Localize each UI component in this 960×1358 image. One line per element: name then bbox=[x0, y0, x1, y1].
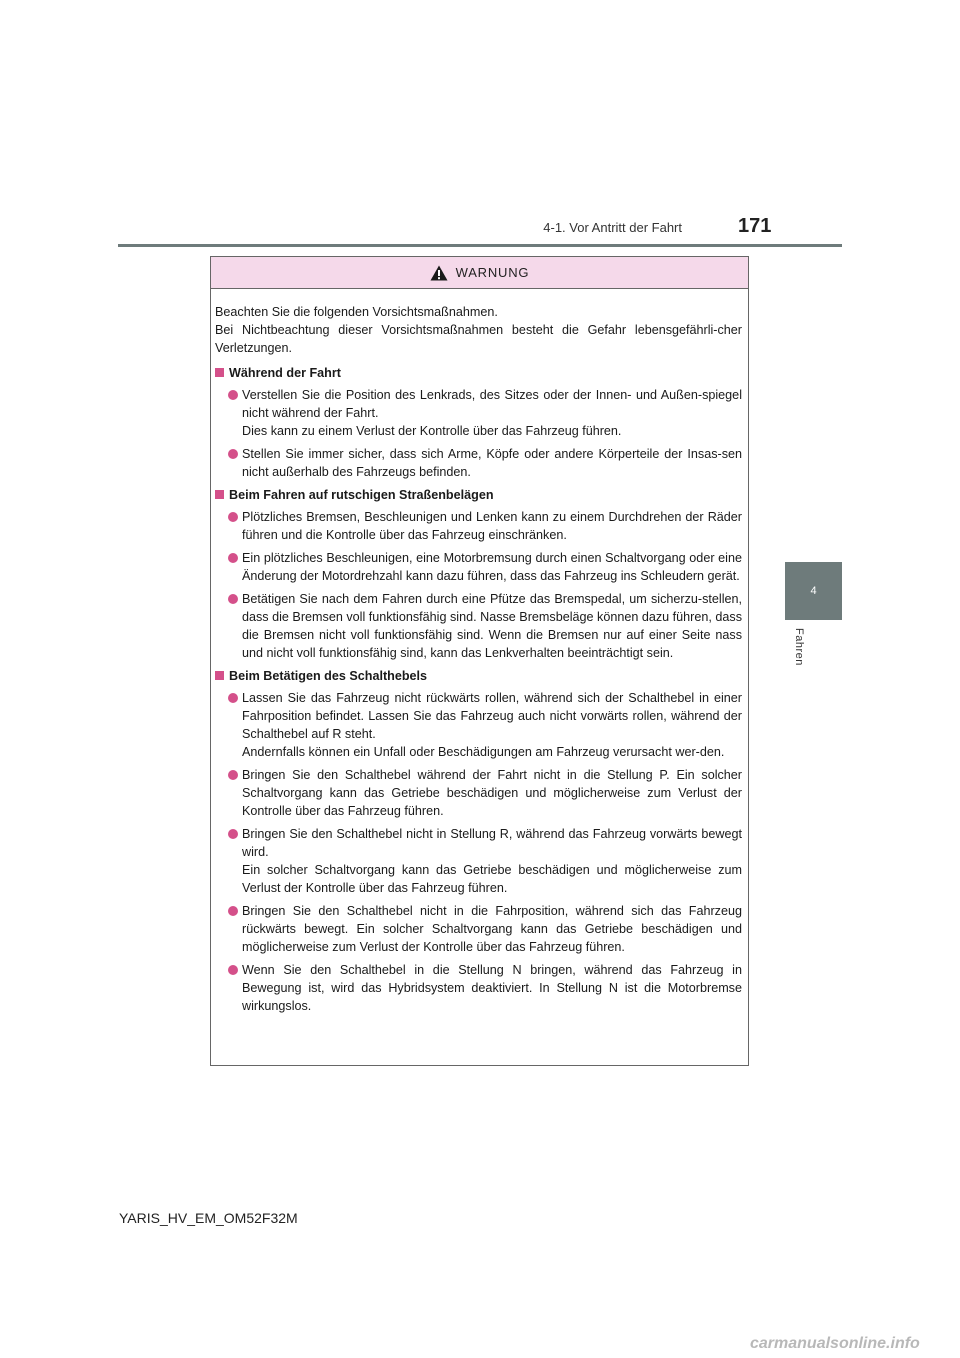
section-heading bbox=[215, 486, 742, 504]
list-item bbox=[215, 766, 742, 820]
list-item bbox=[215, 445, 742, 481]
list-item-text: Ein plötzliches Beschleunigen, eine Motorbremsung durch einen Schaltvorgang oder eine Änderung der Motordrehzahl kann dazu führen, dass das Fahrzeug ins Schleudern gerät. bbox=[242, 551, 742, 583]
page-number: 171 bbox=[738, 215, 772, 237]
list-item bbox=[215, 825, 742, 897]
circle-bullet-icon bbox=[228, 693, 238, 703]
section-heading bbox=[215, 364, 742, 382]
list-item-text: Bringen Sie den Schalthebel während der Fahrt nicht in die Stellung P. Ein solcher Schaltvorgang kann das Getriebe beschädigen und möglicherweise zum Verlust der Kontrolle über das Fahrzeug führen. bbox=[242, 768, 742, 818]
square-bullet-icon bbox=[215, 671, 224, 680]
list-item bbox=[215, 508, 742, 544]
list-item-text: Bringen Sie den Schalthebel nicht in Stellung R, während das Fahrzeug vorwärts bewegt wird. Ein solcher Schaltvorgang kann das Getriebe beschädigen und möglicherweise zum Verlust der Kontrolle über das Fahrzeug führen. bbox=[242, 827, 742, 895]
warning-triangle-icon bbox=[430, 265, 448, 281]
square-bullet-icon bbox=[215, 368, 224, 377]
circle-bullet-icon bbox=[228, 965, 238, 975]
warning-body bbox=[211, 289, 748, 1030]
section-heading-text: Während der Fahrt bbox=[229, 366, 341, 380]
document-id: YARIS_HV_EM_OM52F32M bbox=[119, 1210, 298, 1226]
running-header-section: 4-1. Vor Antritt der Fahrt bbox=[543, 220, 682, 235]
circle-bullet-icon bbox=[228, 594, 238, 604]
section-heading-text: Beim Fahren auf rutschigen Straßenbelägen bbox=[229, 488, 494, 502]
list-item-text: Bringen Sie den Schalthebel nicht in die Fahrposition, während sich das Fahrzeug rückwärts bewegt. Ein solcher Schaltvorgang kann das Getriebe beschädigen und möglicherweise zum Verlust der Kontrolle über das Fahrzeug führen. bbox=[242, 904, 742, 954]
section-heading-text: Beim Betätigen des Schalthebels bbox=[229, 669, 428, 683]
list-item bbox=[215, 386, 742, 440]
circle-bullet-icon bbox=[228, 512, 238, 522]
warning-box bbox=[210, 256, 749, 1066]
chapter-tab bbox=[785, 562, 842, 620]
list-item-text: Plötzliches Bremsen, Beschleunigen und Lenken kann zu einem Durchdrehen der Räder führen und die Kontrolle über das Fahrzeug einschränken. bbox=[242, 510, 742, 542]
warning-header bbox=[211, 257, 748, 289]
header-rule bbox=[118, 244, 842, 247]
list-item bbox=[215, 590, 742, 662]
watermark: carmanualsonline.info bbox=[750, 1335, 920, 1352]
warning-title: WARNUNG bbox=[455, 265, 530, 280]
section-heading bbox=[215, 667, 742, 685]
list-item-text: Wenn Sie den Schalthebel in die Stellung N bringen, während das Fahrzeug in Bewegung ist, wird das Hybridsystem deaktiviert. In Stellung N ist die Motorbremse wirkungslos. bbox=[242, 963, 742, 1013]
circle-bullet-icon bbox=[228, 770, 238, 780]
list-item-text: Lassen Sie das Fahrzeug nicht rückwärts rollen, während sich der Schalthebel in einer Fahrposition befindet. Lassen Sie das Fahrzeug auch nicht vorwärts rollen, während der Schalthebel auf R steht. Andernfalls können ein Unfall oder Beschädigungen am Fahrzeug verursacht wer-den. bbox=[242, 691, 742, 759]
circle-bullet-icon bbox=[228, 553, 238, 563]
circle-bullet-icon bbox=[228, 449, 238, 459]
list-item bbox=[215, 689, 742, 761]
chapter-number: 4 bbox=[810, 585, 817, 597]
list-item bbox=[215, 902, 742, 956]
circle-bullet-icon bbox=[228, 829, 238, 839]
square-bullet-icon bbox=[215, 490, 224, 499]
circle-bullet-icon bbox=[228, 390, 238, 400]
circle-bullet-icon bbox=[228, 906, 238, 916]
list-item-text: Stellen Sie immer sicher, dass sich Arme, Köpfe oder andere Körperteile der Insas-sen nicht außerhalb des Fahrzeugs befinden. bbox=[242, 447, 742, 479]
list-item-text: Betätigen Sie nach dem Fahren durch eine Pfütze das Bremspedal, um sicherzu-stellen, dass die Bremsen voll funktionsfähig sind. Nasse Bremsbeläge können dazu führen, dass die Bremsen nicht voll funktionsfähig sind. Wenn die Bremsen nur auf einer Seite nass und nicht voll funktionsfähig sind, kann das Lenkverhalten beeinträchtigt sein. bbox=[242, 592, 742, 660]
list-item bbox=[215, 961, 742, 1015]
list-item bbox=[215, 549, 742, 585]
chapter-label: Fahren bbox=[793, 628, 805, 666]
list-item-text: Verstellen Sie die Position des Lenkrads, des Sitzes oder der Innen- und Außen-spiegel nicht während der Fahrt. Dies kann zu einem Verlust der Kontrolle über das Fahrzeug führen. bbox=[242, 388, 742, 438]
warning-intro: Beachten Sie die folgenden Vorsichtsmaßnahmen. Bei Nichtbeachtung dieser Vorsichtsmaßnahmen besteht die Gefahr lebensgefährli-cher Verletzungen. bbox=[215, 305, 742, 355]
